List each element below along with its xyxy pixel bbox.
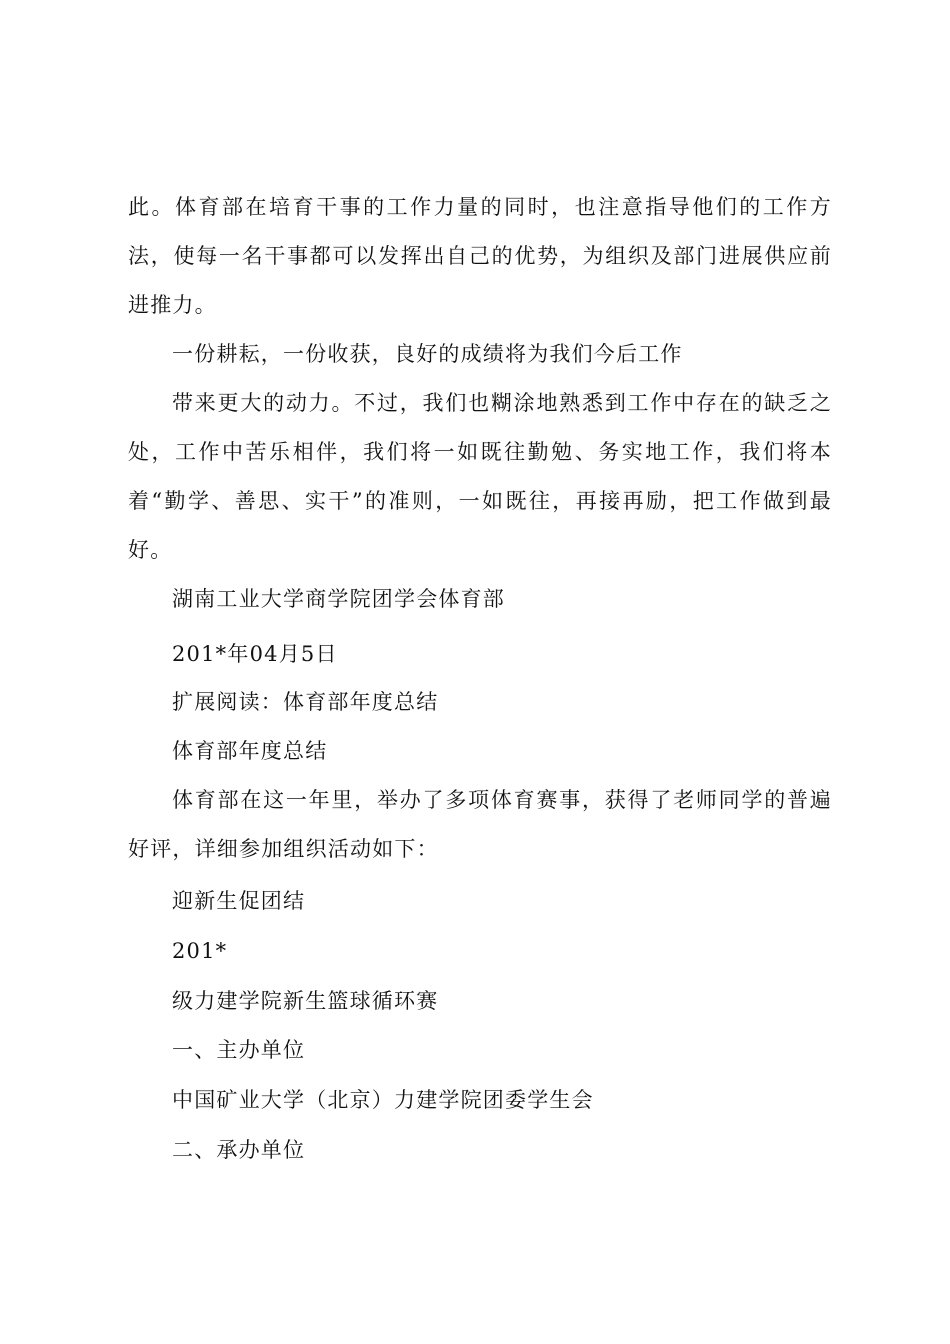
paragraph-continuation: 此。体育部在培育干事的工作力量的同时，也注意指导他们的工作方法，使每一名干事都可以发挥出自己的优势，为组织及部门进展供应前进推力。 bbox=[128, 195, 832, 317]
paragraph-summary-intro: 体育部在这一年里，举办了多项体育赛事，获得了老师同学的普遍好评，详细参加组织活动如下： bbox=[128, 788, 832, 861]
section-heading-welcome: 迎新生促团结 bbox=[172, 889, 306, 913]
extended-reading-heading: 扩展阅读：体育部年度总结 bbox=[172, 690, 439, 714]
organizer-heading: 一、主办单位 bbox=[172, 1038, 306, 1062]
co-organizer-heading: 二、承办单位 bbox=[172, 1138, 306, 1162]
organizer-name: 中国矿业大学（北京）力建学院团委学生会 bbox=[172, 1088, 594, 1112]
signature-organization: 湖南工业大学商学院团学会体育部 bbox=[172, 587, 505, 611]
paragraph-harvest: 一份耕耘，一份收获，良好的成绩将为我们今后工作 bbox=[172, 342, 683, 366]
paragraph-motivation: 带来更大的动力。不过，我们也糊涂地熟悉到工作中存在的缺乏之处，工作中苦乐相伴，我们将一如既往勤勉、务实地工作，我们将本着“勤学、善思、实干”的准则，一如既往，再接再励，把工作做到最好。 bbox=[128, 391, 832, 562]
annual-summary-title: 体育部年度总结 bbox=[172, 739, 328, 763]
event-title: 级力建学院新生篮球循环赛 bbox=[172, 989, 439, 1013]
year-label: 201* bbox=[172, 939, 228, 963]
signature-date: 201*年04月5日 bbox=[172, 642, 338, 666]
